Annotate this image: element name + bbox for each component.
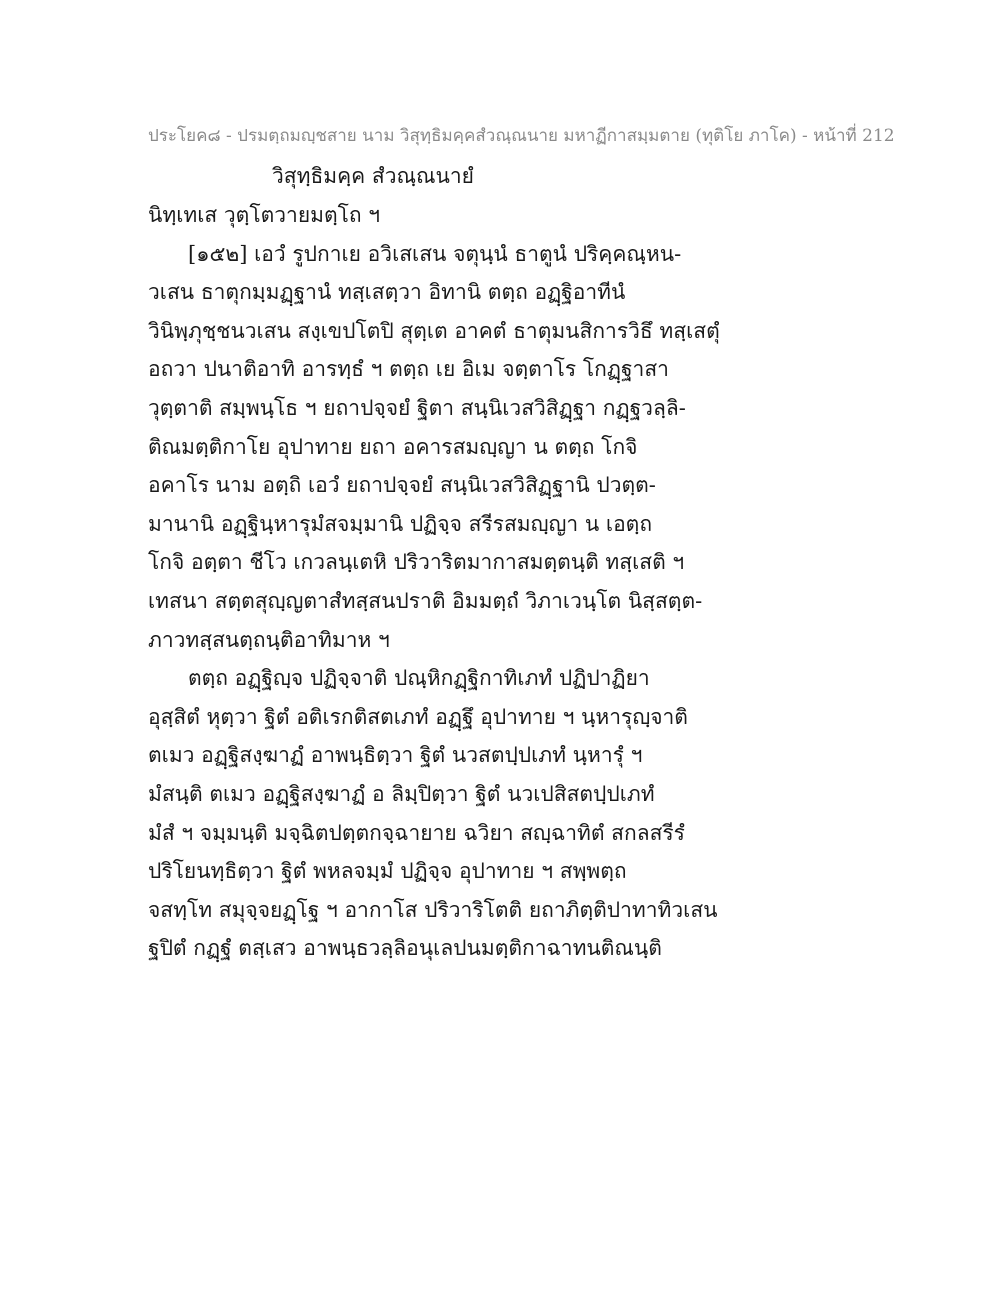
running-header: ประโยค๘ - ปรมตฺถมญฺชสาย นาม วิสุทฺธิมคฺคสํวณฺณนาย มหาฏีกาสมฺมตาย (ทุติโย ภาโค) - หน้าที่ 212 xyxy=(148,126,895,146)
text-line: โกจิ อตฺตา ชีโว เกวลนฺเตหิ ปริวาริตมากาสมตฺตนฺติ ทสฺเสติ ฯ xyxy=(148,550,685,575)
text-line: มํสนฺติ ตเมว อฏฺฐิสงฺฆาฏํ อ ลิมฺปิตฺวา ฐิตํ นวเปสิสตปฺปเภทํ xyxy=(148,781,655,806)
text-line: นิทฺเทเส วุตฺโตวายมตฺโถ ฯ xyxy=(148,203,381,227)
text-line: จสทฺโท สมุจฺจยฏฺโฐ ฯ อากาโส ปริวาริโตติ ยถาภิตฺติปาทาทิวเสน xyxy=(148,897,718,922)
text-line: ปริโยนทฺธิตฺวา ฐิตํ พหลจมฺมํ ปฏิจฺจ อุปาทาย ฯ สพฺพตฺถ xyxy=(148,859,627,884)
text-line: ติณมตฺติกาโย อุปาทาย ยถา อคารสมญฺญา น ตตฺถ โกจิ xyxy=(148,434,638,459)
paragraph-start-line: ตตฺถ อฏฺฐิญฺจ ปฏิจฺจาติ ปณฺหิกฏฺฐิกาทิเภทํ ปฏิปาฏิยา xyxy=(188,666,650,691)
body-text xyxy=(148,196,868,968)
text-line: อถวา ปนาติอาทิ อารทฺธํ ฯ ตตฺถ เย อิเม จตฺตาโร โกฏฺฐาสา xyxy=(148,357,669,382)
paragraph-start-line: [๑๕๒] เอวํ รูปกาเย อวิเสเสน จตุนฺนํ ธาตูนํ ปริคฺคณฺหน- xyxy=(188,241,682,266)
text-line: เทสนา สตฺตสุญฺญตาสํทสฺสนปราติ อิมมตฺถํ วิภาเวนฺโต นิสฺสตฺต- xyxy=(148,588,703,613)
text-line: ภาวทสฺสนตฺถนฺติอาทิมาห ฯ xyxy=(148,627,390,652)
text-line: ตเมว อฏฺฐิสงฺฆาฏํ อาพนฺธิตฺวา ฐิตํ นวสตปฺปเภทํ นฺหารุํ ฯ xyxy=(148,743,643,768)
text-line: วเสน ธาตุกมฺมฏฺฐานํ ทสฺเสตฺวา อิทานิ ตตฺถ อฏฺฐิอาทีนํ xyxy=(148,280,626,305)
text-line: อคาโร นาม อตฺถิ เอวํ ยถาปจฺจยํ สนฺนิเวสวิสิฏฺฐานิ ปวตฺต- xyxy=(148,473,656,498)
text-line: มํสํ ฯ จมฺมนฺติ มจฺฉิตปตฺตกจฺฉายาย ฉวิยา สญฺฉาทิตํ สกลสรีรํ xyxy=(148,820,685,845)
text-line: วินิพฺภุชฺชนวเสน สงฺเขปโตปิ สุตฺเต อาคตํ ธาตุมนสิการวิธึ ทสฺเสตุํ xyxy=(148,318,720,343)
text-line: ฐปิตํ กฏฺฐํ ตสฺเสว อาพนฺธวลฺลิอนุเลปนมตฺติกาฉาทนติณนฺติ xyxy=(148,936,662,961)
book-title: วิสุทฺธิมคฺค สํวณฺณนายํ xyxy=(272,164,474,188)
text-line: อุสฺสิตํ หุตฺวา ฐิตํ อติเรกติสตเภทํ อฏฺฐึ อุปาทาย ฯ นฺหารุญฺจาติ xyxy=(148,704,688,729)
text-line: วุตฺตาติ สมฺพนฺโธ ฯ ยถาปจฺจยํ ฐิตา สนฺนิเวสวิสิฏฺฐา กฏฺฐวลฺลิ- xyxy=(148,395,686,420)
text-line: มานานิ อฏฺฐินฺหารุมํสจมฺมานิ ปฏิจฺจ สรีรสมญฺญา น เอตฺถ xyxy=(148,511,653,536)
